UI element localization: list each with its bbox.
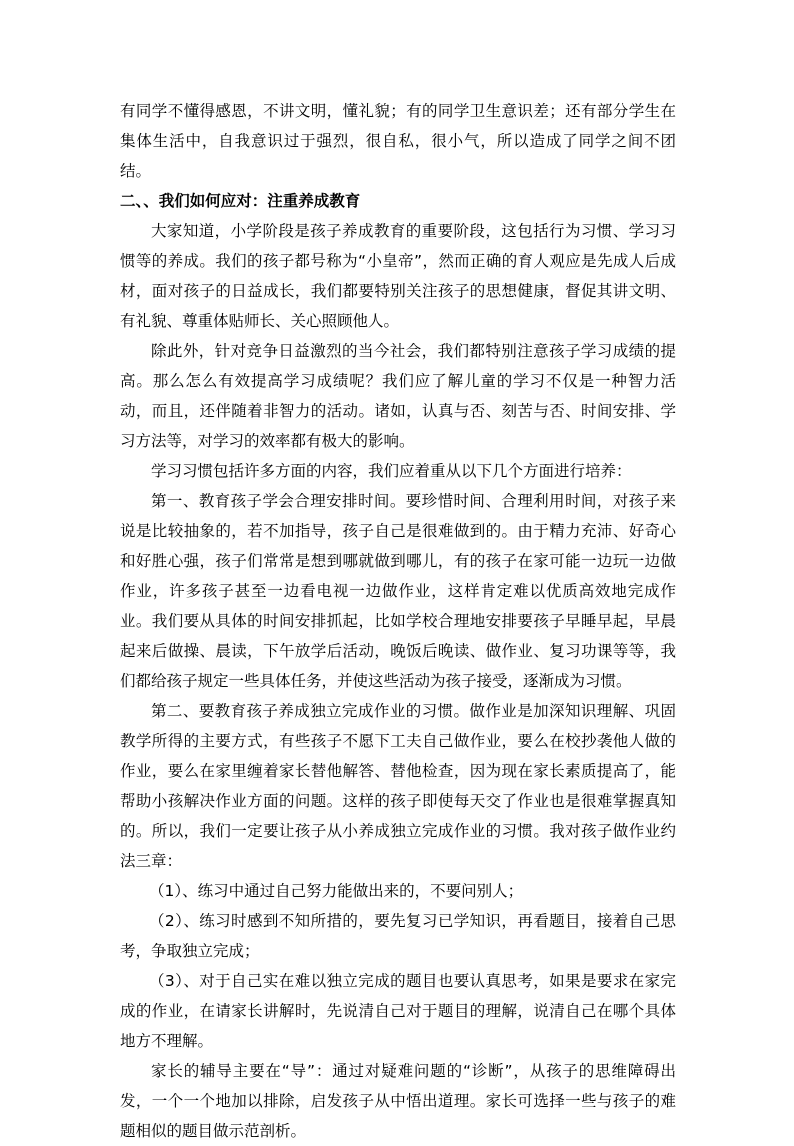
list-item-rule-3: （3）、对于自己实在难以独立完成的题目也要认真思考，如果是要求在家完成的作业，在请家长讲解时，先说清自己对于题目的理解，说清自己在哪个具体地方不理解。 [120, 972, 676, 1050]
paragraph-parent-guidance: 家长的辅导主要在“导”：通过对疑难问题的“诊断”，从孩子的思维障碍出发，一个一个地加以排除，启发孩子从中悟出道理。家长可选择一些与孩子的难题相似的题目做示范剖析。 [120, 1062, 676, 1140]
list-item-rule-2: （2）、练习时感到不知所措的，要先复习已学知识，再看题目，接着自己思考，争取独立完成； [120, 912, 676, 960]
paragraph-study-habits-intro: 学习习惯包括许多方面的内容，我们应着重从以下几个方面进行培养： [151, 462, 632, 480]
document-page [120, 96, 676, 1146]
section-heading: 二、、我们如何应对：注重养成教育 [120, 192, 361, 210]
paragraph-continuation: 有同学不懂得感恩，不讲文明，懂礼貌；有的同学卫生意识差；还有部分学生在集体生活中，自我意识过于强烈，很自私，很小气，所以造成了同学之间不团结。 [120, 102, 676, 180]
paragraph-independent-homework: 第二、要教育孩子养成独立完成作业的习惯。做作业是加深知识理解、巩固教学所得的主要方式，有些孩子不愿下工夫自己做作业，要么在校抄袭他人做的作业，要么在家里缠着家长替他解答、替他检查，因为现在家长素质提高了，能帮助小孩解决作业方面的问题。这样的孩子即使每天交了作业也是很难掌握真知的。所以，我们一定要让孩子从小养成独立完成作业的习惯。我对孩子做作业约法三章： [120, 702, 676, 870]
list-item-rule-1: （1）、练习中通过自己努力能做出来的，不要问别人； [149, 882, 524, 900]
paragraph-academic-performance: 除此外，针对竞争日益激烈的当今社会，我们都特别注意孩子学习成绩的提高。那么怎么有效提高学习成绩呢？我们应了解儿童的学习不仅是一种智力活动，而且，还伴随着非智力的活动。诸如，认真与否、刻苦与否、时间安排、学习方法等，对学习的效率都有极大的影响。 [120, 342, 676, 450]
paragraph-time-management: 第一、教育孩子学会合理安排时间。要珍惜时间、合理利用时间，对孩子来说是比较抽象的，若不加指导，孩子自己是很难做到的。由于精力充沛、好奇心和好胜心强，孩子们常常是想到哪就做到哪儿，有的孩子在家可能一边玩一边做作业，许多孩子甚至一边看电视一边做作业，这样肯定难以优质高效地完成作业。我们要从具体的时间安排抓起，比如学校合理地安排要孩子早睡早起，早晨起来后做操、晨读，下午放学后活动，晚饭后晚读、做作业、复习功课等等，我们都给孩子规定一些具体任务，并使这些活动为孩子接受，逐渐成为习惯。 [120, 492, 676, 690]
paragraph-habit-education: 大家知道，小学阶段是孩子养成教育的重要阶段，这包括行为习惯、学习习惯等的养成。我们的孩子都号称为“小皇帝”，然而正确的育人观应是先成人后成材，面对孩子的日益成长，我们都要特别关注孩子的思想健康，督促其讲文明、有礼貌、尊重体贴师长、关心照顾他人。 [120, 222, 676, 330]
